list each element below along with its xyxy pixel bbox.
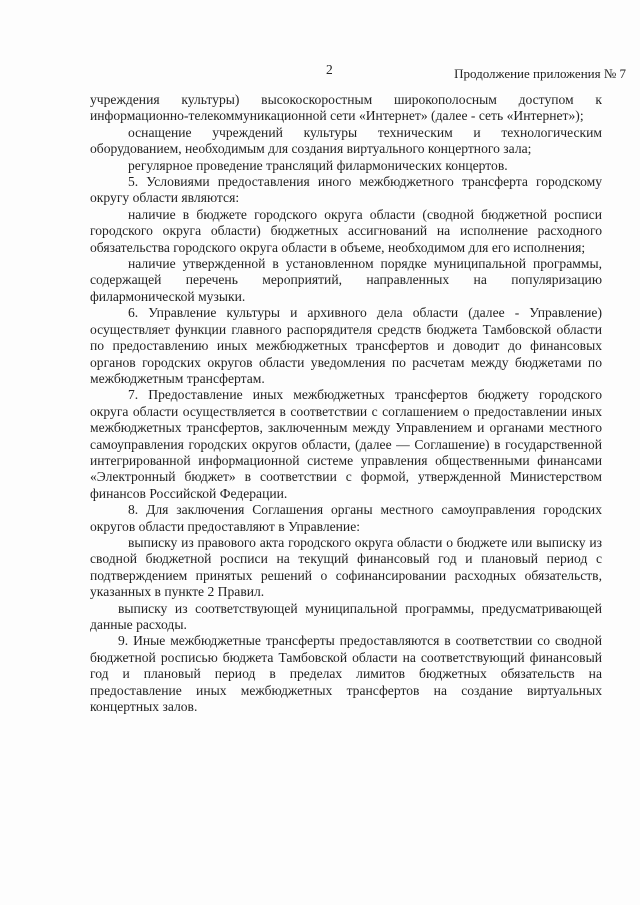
paragraph: выписку из правового акта городского округа области о бюджете или выписку из сводной бюджетной росписи на текущий финансовый год и плановый период с подтверждением принятых решений о софинансировании расходных обязательств, указанных в пункте 2 Правил. (90, 534, 602, 600)
paragraph: учреждения культуры) высокоскоростным широкополосным доступом к информационно-телекоммуникационной сети «Интернет» (далее - сеть «Интернет»); (90, 92, 602, 124)
document-body (90, 92, 602, 715)
paragraph: 7. Предоставление иных межбюджетных трансфертов бюджету городского округа области осуществляется в соответствии с соглашением о предоставлении иных межбюджетных трансфертов, заключенным между Управлением и органами местного самоуправления городских округов области, (далее — Соглашение) в государственной интегрированной информационной системе управления общественными финансами «Электронный бюджет» в соответствии с формой, утвержденной Министерством финансов Российской Федерации. (90, 387, 602, 501)
paragraph: 5. Условиями предоставления иного межбюджетного трансферта городскому округу области являются: (90, 174, 602, 206)
page-number: 2 (326, 62, 333, 77)
paragraph: 6. Управление культуры и архивного дела области (далее - Управление) осуществляет функции главного распорядителя средств бюджета Тамбовской области по предоставлению иных межбюджетных трансфертов и доводит до финансовых органов городских округов области уведомления по расчетам между бюджетами по межбюджетным трансфертам. (90, 305, 602, 386)
paragraph: выписку из соответствующей муниципальной программы, предусматривающей данные расходы. (90, 600, 602, 632)
paragraph: оснащение учреждений культуры техническим и технологическим оборудованием, необходимым для создания виртуального концертного зала; (90, 124, 602, 157)
continuation-note: Продолжение приложения № 7 (454, 66, 626, 81)
paragraph: наличие утвержденной в установленном порядке муниципальной программы, содержащей перечень мероприятий, направленных на популяризацию филармонической музыки. (90, 256, 602, 304)
paragraph: наличие в бюджете городского округа области (сводной бюджетной росписи городского округа области) бюджетных ассигнований на исполнение расходного обязательства городского округа области в объеме, необходимом для его исполнения; (90, 206, 602, 255)
paragraph: 8. Для заключения Соглашения органы местного самоуправления городских округов области предоставляют в Управление: (90, 502, 602, 534)
paragraph: 9. Иные межбюджетные трансферты предоставляются в соответствии со сводной бюджетной росписью бюджета Тамбовской области на соответствующий финансовый год и плановый период в пределах лимитов бюджетных обязательств на предоставление иных межбюджетных трансфертов на создание виртуальных концертных залов. (90, 633, 602, 715)
paragraph: регулярное проведение трансляций филармонических концертов. (128, 157, 508, 173)
